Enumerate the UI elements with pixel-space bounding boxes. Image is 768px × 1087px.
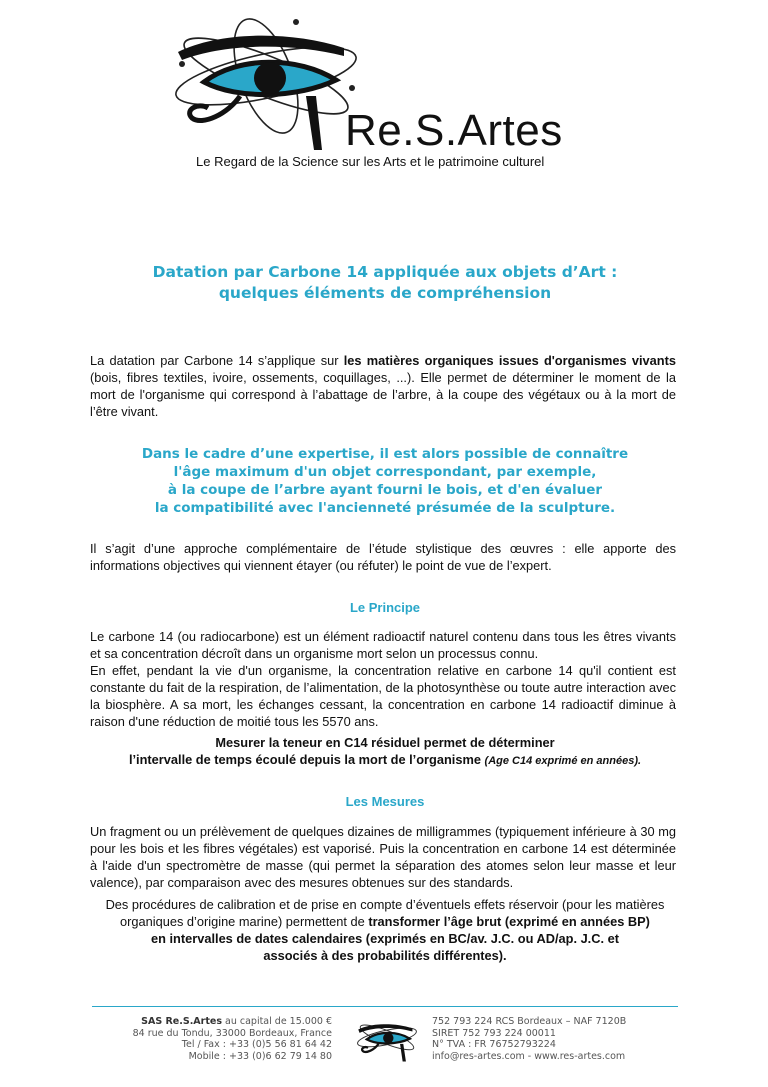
calibration-line-2-bold: transformer l’âge brut (exprimé en années BP) (368, 914, 650, 929)
highlight-line-2: l'âge maximum d'un objet correspondant, par exemple, (173, 464, 597, 480)
highlight-line-1: Dans le cadre d’une expertise, il est alors possible de connaître (141, 446, 629, 462)
footer-company-name: SAS Re.S.Artes (141, 1016, 222, 1027)
footer-left-line-1 (120, 1016, 332, 1028)
principe-heading: Le Principe (349, 600, 421, 615)
emphasis-note: (Age C14 exprimé en années). (484, 755, 642, 767)
footer-legal-info (432, 1016, 662, 1062)
mesures-paragraph: Un fragment ou un prélèvement de quelques dizaines de milligrammes (typiquement inférieure à 30 mg pour les bois et les fibres végétales) est vaporisé. Puis la concentration en carbone 14 est déterminée à l'aide d'un spectromètre de masse (qui permet la séparation des atomes selon leur masse et leur valence), par comparaison avec des mesures obtenues sur des standards. (90, 824, 676, 890)
footer-rcs: 752 793 224 RCS Bordeaux – NAF 7120B (432, 1016, 627, 1027)
intro-text-end: (bois, fibres textiles, ivoire, ossements, coquillages, ...). Elle permet de déterminer le moment de la mort de l'organisme qui correspond à l’abattage de l’arbre, à la coupe des végétaux ou à la mort de l’être vivant. (90, 370, 676, 419)
calibration-line-3: en intervalles de dates calendaires (exprimés en BC/av. J.C. ou AD/ap. J.C. et (151, 931, 619, 946)
footer-divider (92, 1006, 678, 1007)
footer-capital: au capital de 15.000 € (221, 1016, 332, 1027)
calibration-line-2 (90, 913, 680, 930)
emphasis-line-2 (90, 751, 680, 770)
footer-siret: SIRET 752 793 224 00011 (432, 1027, 556, 1039)
emphasis-line-1: Mesurer la teneur en C14 résiduel permet de déterminer (215, 735, 555, 750)
mesures-heading: Les Mesures (345, 794, 425, 809)
title-line-1: Datation par Carbone 14 appliquée aux objets d’Art : (152, 263, 618, 281)
footer-address: 84 rue du Tondu, 33000 Bordeaux, France (132, 1027, 332, 1039)
highlight-line-3: à la coupe de l’arbre ayant fourni le bois, et d'en évaluer (167, 482, 603, 498)
calibration-line-4: associés à des probabilités différentes). (263, 948, 507, 963)
expertise-highlight (90, 445, 680, 517)
intro-bold-text: les matières organiques issues d'organismes vivants (343, 353, 676, 368)
footer-eye-logo-icon (355, 1018, 417, 1062)
principe-paragraph-2: En effet, pendant la vie d'un organisme, la concentration relative en carbone 14 qu'il contient est constante du fait de la respiration, de l’alimentation, de la photosynthèse ou toute autre interaction avec la biosphère. A sa mort, les échanges cessant, la concentration en carbone 14 radioactif diminue à raison d'une réduction de moitié tous les 5570 ans. (90, 663, 676, 729)
principe-emphasis (90, 734, 680, 770)
calibration-line-1: Des procédures de calibration et de prise en compte d’éventuels effets réservoir (pour les matières (105, 897, 665, 912)
footer-contact: info@res-artes.com - www.res-artes.com (432, 1050, 626, 1062)
brand-tagline: Le Regard de la Science sur les Arts et le patrimoine culturel (196, 154, 545, 169)
calibration-block (90, 896, 680, 964)
emphasis-line-2-text: l’intervalle de temps écoulé depuis la mort de l’organisme (128, 752, 481, 767)
principe-paragraph-1: Le carbone 14 (ou radiocarbone) est un élément radioactif naturel contenu dans tous les êtres vivants et sa concentration décroît dans un organisme mort selon un processus connu. (90, 629, 676, 661)
footer-mobile: Mobile : +33 (0)6 62 79 14 80 (188, 1050, 332, 1062)
highlight-line-4: la compatibilité avec l'ancienneté présumée de la sculpture. (154, 500, 616, 516)
approach-paragraph: Il s’agit d’une approche complémentaire de l’étude stylistique des œuvres : elle apporte des informations objectives qui viennent étayer (ou réfuter) le point de vue de l’expert. (90, 541, 676, 573)
footer-tva: N° TVA : FR 76752793224 (432, 1039, 556, 1050)
intro-paragraph (90, 352, 676, 420)
eye-atom-logo (168, 18, 358, 150)
footer-phone: Tel / Fax : +33 (0)5 56 81 64 42 (181, 1039, 332, 1050)
document-title (90, 262, 680, 304)
calibration-line-2-text: organiques d’origine marine) permettent de (120, 914, 369, 929)
intro-text-start: La datation par Carbone 14 s’applique sur (90, 353, 344, 368)
brand-name: Re.S.Artes (345, 106, 563, 155)
footer-company-info (120, 1016, 332, 1062)
title-line-2: quelques éléments de compréhension (218, 284, 552, 302)
